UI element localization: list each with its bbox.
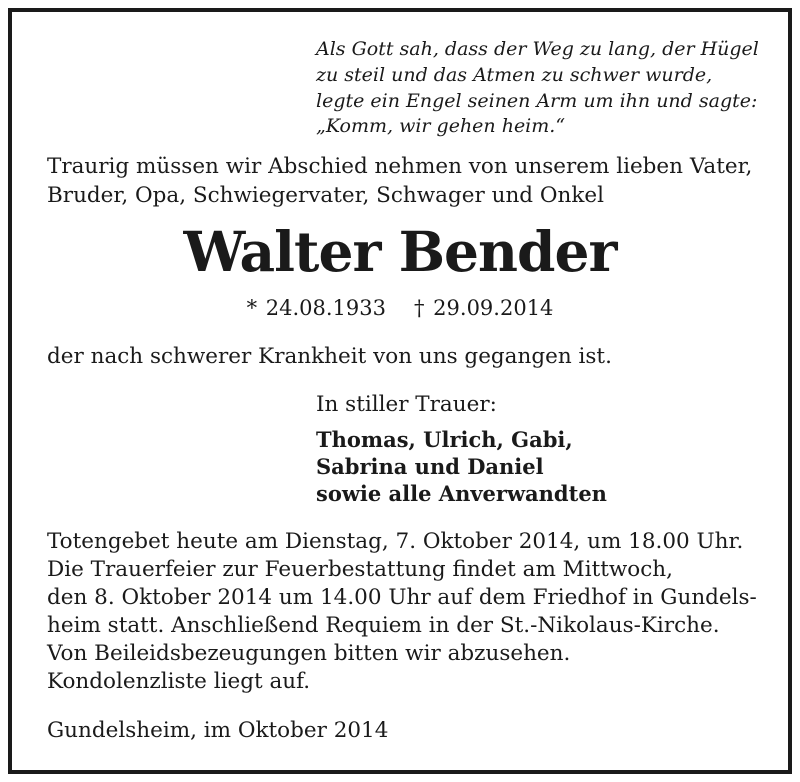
death-date: † 29.09.2014 (414, 296, 554, 320)
poem-line-1: Als Gott sah, dass der Weg zu lang, der Hügel (316, 38, 759, 60)
poem-line-3: legte ein Engel seinen Arm um ihn und sagte: (316, 90, 758, 112)
obituary-frame (8, 8, 792, 774)
intro-line-1: Traurig müssen wir Abschied nehmen von unserem lieben Vater, (47, 154, 753, 179)
details-line-3: den 8. Oktober 2014 um 14.00 Uhr auf dem Friedhof in Gundels- (47, 585, 757, 610)
mourners-heading: In stiller Trauer: (316, 392, 497, 417)
mourners-line-2: Sabrina und Daniel (316, 454, 544, 479)
life-dates (12, 298, 788, 319)
poem-line-2: zu steil und das Atmen zu schwer wurde, (316, 64, 713, 86)
details-line-1: Totengebet heute am Dienstag, 7. Oktober 2014, um 18.00 Uhr. (47, 529, 744, 554)
deceased-name: Walter Bender (183, 219, 617, 284)
passing-line: der nach schwerer Krankheit von uns gegangen ist. (47, 344, 612, 369)
details-line-2: Die Trauerfeier zur Feuerbestattung findet am Mittwoch, (47, 557, 673, 582)
details-line-5: Von Beileidsbezeugungen bitten wir abzusehen. (47, 641, 571, 666)
mourners-line-3: sowie alle Anverwandten (316, 481, 607, 506)
details-line-6: Kondolenzliste liegt auf. (47, 669, 311, 694)
details-line-4: heim statt. Anschließend Requiem in der St.-Nikolaus-Kirche. (47, 613, 720, 638)
poem-line-4: „Komm, wir gehen heim.“ (316, 115, 566, 137)
mourners-line-1: Thomas, Ulrich, Gabi, (316, 427, 573, 452)
place-date: Gundelsheim, im Oktober 2014 (47, 718, 389, 743)
birth-date: * 24.08.1933 (246, 296, 386, 320)
intro-line-2: Bruder, Opa, Schwiegervater, Schwager und Onkel (47, 183, 604, 208)
